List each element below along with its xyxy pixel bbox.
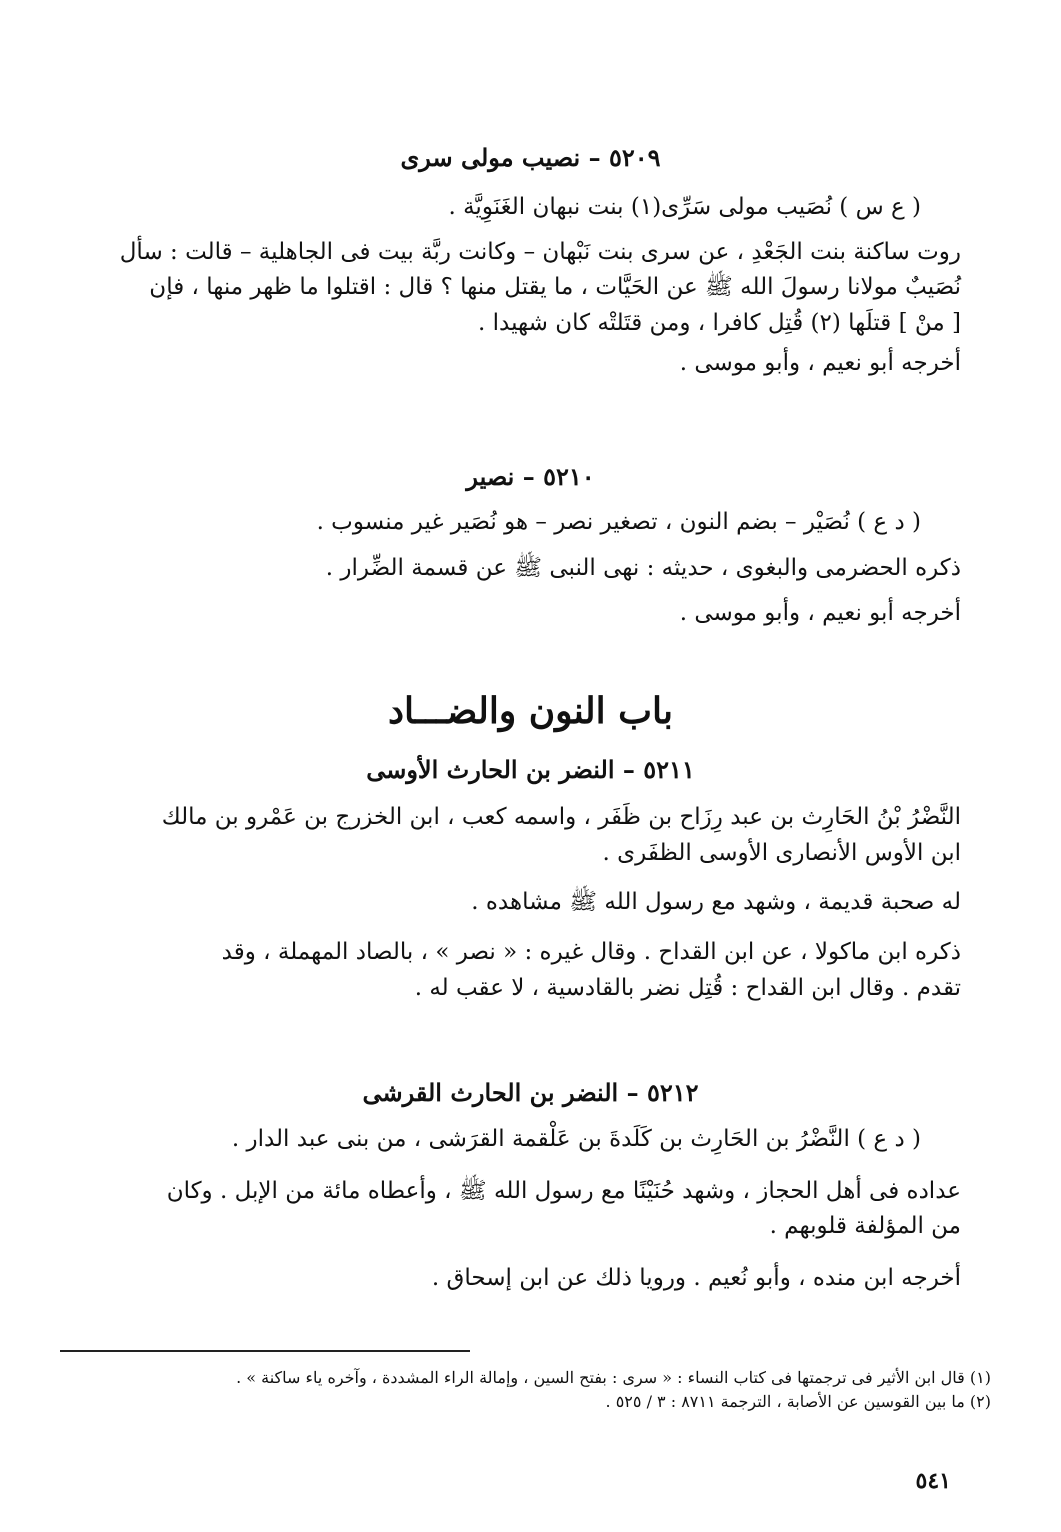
footnote-2: (٢) ما بين القوسين عن الأصابة ، الترجمة ٨٧١١ : ٣ / ٥٢٥ . [605,1392,991,1411]
entry-5210-line-1: ( د ع ) نُصَيْر – بضم النون ، تصغير نصر – هو نُصَير غير منسوب . [316,509,921,535]
entry-5212-line-1: ( د ع ) النَّضْرُ بن الحَارِث بن كَلَدةَ بن عَلْقمة القرَشى ، من بنى عبد الدار . [231,1126,921,1152]
entry-5209-line-5: أخرجه أبو نعيم ، وأبو موسى . [679,349,961,376]
bab-title: باب النون والضـــاد [387,690,674,732]
entry-5211-line-5: تقدم . وقال ابن القداح : قُتِل نضر بالقادسية ، لا عقب له . [414,974,961,1001]
entry-5211-line-2: ابن الأوس الأنصارى الأوسى الظفَرى . [602,839,961,866]
entry-5212-line-4: أخرجه ابن منده ، وأبو نُعيم . ورويا ذلك عن ابن إسحاق . [431,1264,961,1291]
entry-5212-line-3: من المؤلفة قلوبهم . [769,1213,961,1240]
footnotes [51,1366,991,1414]
entry-5210-line-2: ذكره الحضرمى والبغوى ، حديثه : نهى النبى ﷺ عن قسمة الضِّرار . [325,554,961,581]
entry-5211-line-4: ذكره ابن ماكولا ، عن ابن القداح . وقال غيره : « نصر » ، بالصاد المهملة ، وقد [221,938,961,965]
entry-5209-line-1: ( ع س ) نُصَيب مولى سَرِّى(١) بنت نبهان الغَنَوِيَّة . [448,194,921,220]
entry-5211-line-3: له صحبة قديمة ، وشهد مع رسول الله ﷺ مشاهده . [471,889,961,916]
footnote-rule [60,1350,470,1352]
entry-5210-body [81,505,961,632]
entry-5209-line-3: نُصَيبٌ مولانا رسولَ الله ﷺ عن الحَيَّات ، ما يقتل منها ؟ قال : اقتلوا ما ظهر منها ، فإن [149,274,961,301]
footnote-1: (١) قال ابن الأثير فى ترجمتها فى كتاب النساء : « سرى : بفتح السين ، وإمالة الراء المشددة ، وآخره ياء ساكنة » . [236,1368,991,1387]
entry-5209-line-2: روت ساكنة بنت الجَعْدِ ، عن سرى بنت نَبْهان – وكانت ربَّة بيت فى الجاهلية – قالت : سأل [119,238,961,265]
entry-5211-body [81,800,961,1006]
entry-5210-line-3: أخرجه أبو نعيم ، وأبو موسى . [679,600,961,627]
page-number: ٥٤١ [915,1468,951,1494]
entry-5211-line-1: النَّضْرُ بْنُ الحَارِث بن عبد رِزَاح بن ظَفَر ، واسمه كعب ، ابن الخزرج بن عَمْرو بن مالك [161,804,961,830]
entry-5210-title: ٥٢١٠ – نصير [466,462,595,491]
entry-5209-title: ٥٢٠٩ – نصيب مولى سرى [400,143,661,172]
entry-5209-line-4: [ منْ ] قتلَها (٢) قُتِل كافرا ، ومن قتَلتْه كان شهيدا . [478,309,961,336]
entry-5209-body [81,190,961,381]
entry-5212-body [81,1122,961,1297]
entry-5211-title: ٥٢١١ – النضر بن الحارث الأوسى [366,755,695,784]
entry-5212-title: ٥٢١٢ – النضر بن الحارث القرشى [362,1078,699,1107]
entry-5212-line-2: عداده فى أهل الحجاز ، وشهد حُنَيْنًا مع رسول الله ﷺ ، وأعطاه مائة من الإبل . وكان [166,1177,961,1204]
